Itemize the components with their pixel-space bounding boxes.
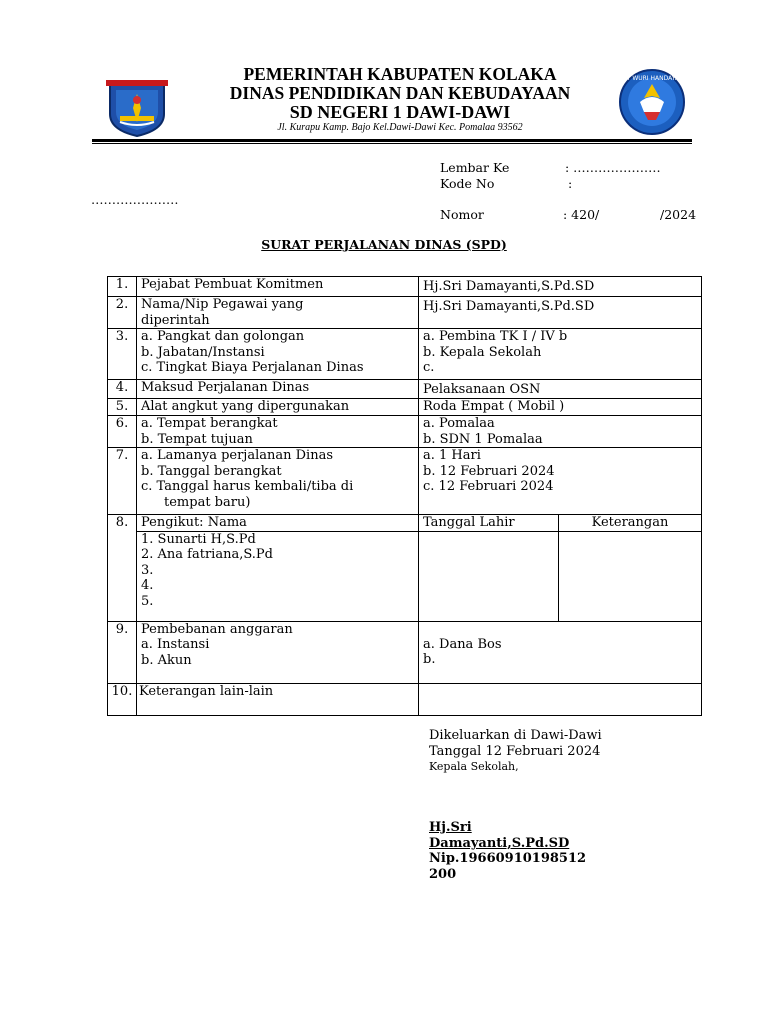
signatory-name-line2: Damayanti,S.Pd.SD bbox=[429, 836, 570, 851]
header-school: SD NEGERI 1 DAWI-DAWI bbox=[289, 102, 511, 122]
signatory-nip-line2: 200 bbox=[429, 867, 457, 882]
document-title: SURAT PERJALANAN DINAS (SPD) bbox=[261, 237, 507, 252]
label-line: a. Instansi bbox=[141, 637, 210, 652]
birthdate-cell bbox=[419, 531, 559, 621]
kode-value: : bbox=[568, 176, 573, 191]
row-label: Alat angkut yang dipergunakan bbox=[137, 399, 419, 416]
column-header-notes: Keterangan bbox=[559, 515, 702, 532]
label-line: a. Tempat berangkat bbox=[141, 416, 278, 431]
header-government: PEMERINTAH KABUPATEN KOLAKA bbox=[243, 64, 557, 84]
notes-cell bbox=[559, 531, 702, 621]
row-number: 10. bbox=[108, 683, 137, 715]
nomor-year: /2024 bbox=[660, 207, 697, 222]
row-label bbox=[137, 621, 419, 683]
reference-dots: ………………… bbox=[91, 192, 179, 207]
row-label: Maksud Perjalanan Dinas bbox=[137, 380, 419, 399]
lembar-label: Lembar Ke bbox=[440, 160, 510, 175]
label-line: c. Tanggal harus kembali/tiba di bbox=[141, 479, 354, 494]
label-line: b. Tempat tujuan bbox=[141, 431, 253, 447]
signatory-role: Kepala Sekolah, bbox=[429, 760, 519, 773]
row-value: Hj.Sri Damayanti,S.Pd.SD bbox=[419, 277, 702, 297]
signatory-name-line1: Hj.Sri bbox=[429, 820, 472, 835]
row-number: 7. bbox=[108, 448, 137, 515]
row-number-spacer bbox=[108, 531, 137, 621]
row-number: 4. bbox=[108, 380, 137, 399]
table-row bbox=[108, 416, 702, 448]
followers-list bbox=[137, 531, 419, 621]
row-value bbox=[419, 621, 702, 683]
value-line: a. 1 Hari bbox=[423, 448, 481, 463]
row-label: Keterangan lain-lain bbox=[137, 683, 419, 715]
row-label bbox=[137, 416, 419, 448]
signatory-nip-line1: Nip.19660910198512 bbox=[429, 851, 587, 866]
table-row bbox=[108, 448, 702, 515]
value-line: c. bbox=[423, 360, 435, 375]
row-number: 9. bbox=[108, 621, 137, 683]
row-number: 2. bbox=[108, 297, 137, 329]
row-value bbox=[419, 416, 702, 448]
row-value bbox=[419, 329, 702, 380]
label-line: b. Tanggal berangkat bbox=[141, 463, 282, 479]
header-address: Jl. Kurapu Kamp. Bajo Kel.Dawi-Dawi Kec. Pomalaa 93562 bbox=[277, 122, 523, 133]
row-label: Pengikut: Nama bbox=[137, 515, 419, 532]
row-value: Roda Empat ( Mobil ) bbox=[419, 399, 702, 416]
label-line: c. Tingkat Biaya Perjalanan Dinas bbox=[141, 360, 364, 375]
row-number: 1. bbox=[108, 277, 137, 297]
row-value: Hj.Sri Damayanti,S.Pd.SD bbox=[419, 297, 702, 329]
list-item: 1. Sunarti H,S.Pd bbox=[141, 531, 256, 547]
value-line: a. Dana Bos bbox=[423, 636, 502, 652]
list-item: 5. bbox=[141, 593, 154, 609]
label-line: Nama/Nip Pegawai yang bbox=[141, 297, 304, 312]
table-row bbox=[108, 297, 702, 329]
table-row bbox=[108, 329, 702, 380]
label-line: a. Pangkat dan golongan bbox=[141, 329, 305, 344]
row-value bbox=[419, 448, 702, 515]
list-item: 4. bbox=[141, 578, 154, 593]
table-row bbox=[108, 380, 702, 399]
list-item: 3. bbox=[141, 562, 154, 578]
value-line: b. SDN 1 Pomalaa bbox=[423, 431, 543, 447]
table-row bbox=[108, 531, 702, 621]
row-number: 6. bbox=[108, 416, 137, 448]
column-header-birthdate: Tanggal Lahir bbox=[419, 515, 559, 532]
row-value: Pelaksanaan OSN bbox=[419, 380, 702, 399]
kolaka-emblem-logo bbox=[106, 80, 168, 138]
kode-label: Kode No bbox=[440, 176, 495, 191]
nomor-label: Nomor bbox=[440, 207, 484, 222]
header-divider-thin bbox=[92, 143, 692, 144]
table-row bbox=[108, 277, 702, 297]
label-line: diperintah bbox=[141, 312, 210, 328]
label-line: Pembebanan anggaran bbox=[141, 621, 293, 637]
table-row bbox=[108, 515, 702, 532]
header-divider bbox=[92, 139, 692, 142]
row-number: 5. bbox=[108, 399, 137, 416]
nomor-value: : 420/ bbox=[563, 207, 600, 222]
value-line: b. 12 Februari 2024 bbox=[423, 463, 555, 479]
table-row bbox=[108, 399, 702, 416]
logo-text: TUT WURI HANDAYANI bbox=[618, 75, 686, 82]
value-line: b. Kepala Sekolah bbox=[423, 344, 542, 360]
row-number: 3. bbox=[108, 329, 137, 380]
row-number: 8. bbox=[108, 515, 137, 532]
header-department: DINAS PENDIDIKAN DAN KEBUDAYAAN bbox=[229, 83, 571, 103]
value-line: a. Pembina TK I / IV b bbox=[423, 329, 568, 344]
row-label bbox=[137, 448, 419, 515]
row-label bbox=[137, 329, 419, 380]
tut-wuri-handayani-logo bbox=[618, 68, 686, 136]
row-value bbox=[419, 683, 702, 715]
table-row bbox=[108, 621, 702, 683]
value-line: b. bbox=[423, 652, 436, 667]
issued-date: Tanggal 12 Februari 2024 bbox=[429, 744, 601, 759]
label-line: a. Lamanya perjalanan Dinas bbox=[141, 448, 333, 463]
issued-place: Dikeluarkan di Dawi-Dawi bbox=[429, 728, 602, 743]
table-row bbox=[108, 683, 702, 715]
row-label bbox=[137, 297, 419, 329]
label-line: tempat baru) bbox=[164, 494, 251, 510]
label-line: b. Jabatan/Instansi bbox=[141, 344, 265, 360]
spd-table bbox=[107, 276, 702, 716]
value-line: a. Pomalaa bbox=[423, 416, 495, 431]
label-line: b. Akun bbox=[141, 652, 192, 668]
list-item: 2. Ana fatriana,S.Pd bbox=[141, 547, 273, 562]
row-label: Pejabat Pembuat Komitmen bbox=[137, 277, 419, 297]
lembar-value: : ………………… bbox=[565, 160, 661, 175]
value-line: c. 12 Februari 2024 bbox=[423, 479, 554, 494]
